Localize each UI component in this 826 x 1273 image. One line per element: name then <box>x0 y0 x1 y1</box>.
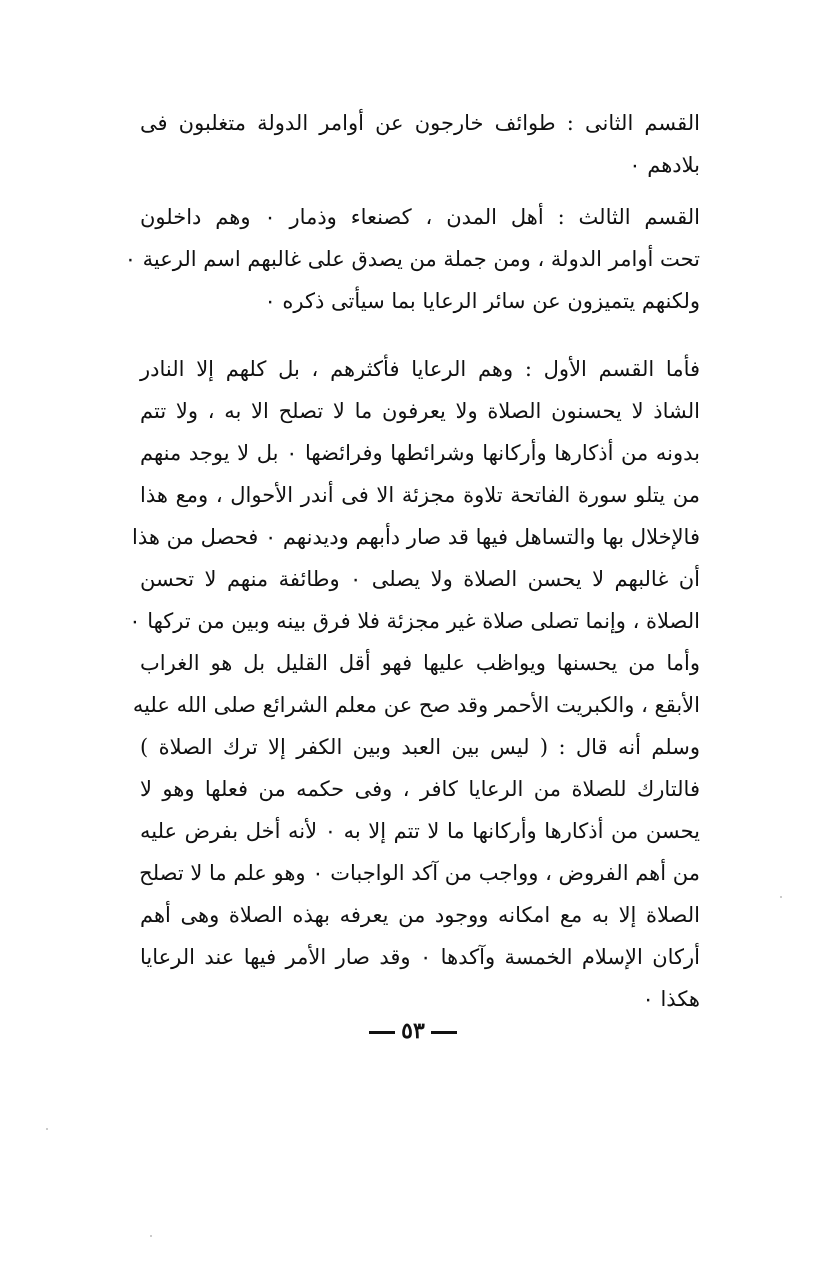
text-line: فالتارك للصلاة من الرعايا كافر ، وفى حكمه من فعلها وهو لا <box>140 777 700 801</box>
text-line: بدونه من أذكارها وأركانها وشرائطها وفرائضها ٠ بل لا يوجد منهم <box>140 441 700 465</box>
text-line: الصلاة ، وإنما تصلى صلاة غير مجزئة فلا فرق بينه وبين من تركها ٠ <box>129 609 700 633</box>
page-number <box>0 1018 826 1044</box>
text-line: يحسن من أذكارها وأركانها ما لا تتم إلا به ٠ لأنه أخل بفرض عليه <box>140 819 700 843</box>
page-number-dash-right <box>369 1031 395 1034</box>
scan-speck <box>780 896 782 898</box>
text-line: بلادهم ٠ <box>629 153 700 177</box>
text-line: فالإخلال بها والتساهل فيها قد صار دأبهم وديدنهم ٠ فحصل من هذا <box>132 525 700 549</box>
text-line: من يتلو سورة الفاتحة تلاوة مجزئة الا فى أندر الأحوال ، ومع هذا <box>140 483 700 507</box>
text-line: هكذا ٠ <box>642 987 700 1011</box>
text-line: فأما القسم الأول : وهم الرعايا فأكثرهم ، بل كلهم إلا النادر <box>140 357 700 381</box>
paragraph-section-two <box>140 102 700 186</box>
text-line: القسم الثالث : أهل المدن ، كصنعاء وذمار ٠ وهم داخلون <box>140 205 700 229</box>
text-line: وسلم أنه قال : ( ليس بين العبد وبين الكفر إلا ترك الصلاة ) <box>140 735 700 759</box>
text-line: الأبقع ، والكبريت الأحمر وقد صح عن معلم الشرائع صلى الله عليه <box>132 693 700 717</box>
text-line: القسم الثانى : طوائف خارجون عن أوامر الدولة متغلبون فى <box>140 111 700 135</box>
paragraph-section-one-discussion <box>129 348 701 1020</box>
text-line: أركان الإسلام الخمسة وآكدها ٠ وقد صار الأمر فيها عند الرعايا <box>140 945 701 969</box>
paragraph-section-three <box>124 196 700 322</box>
page-number-value: ٥٣ <box>401 1018 425 1044</box>
scan-speck <box>46 1128 48 1130</box>
page-number-dash-left <box>431 1031 457 1034</box>
text-line: أن غالبهم لا يحسن الصلاة ولا يصلى ٠ وطائفة منهم لا تحسن <box>140 567 700 591</box>
text-line: تحت أوامر الدولة ، ومن جملة من يصدق على غالبهم اسم الرعية ٠ <box>124 247 700 271</box>
text-line: وأما من يحسنها ويواظب عليها فهو أقل القليل بل هو الغراب <box>140 651 700 675</box>
text-line: من أهم الفروض ، وواجب من آكد الواجبات ٠ وهو علم ما لا تصلح <box>139 861 700 885</box>
text-line: ولكنهم يتميزون عن سائر الرعايا بما سيأتى ذكره ٠ <box>264 289 700 313</box>
text-line: الشاذ لا يحسنون الصلاة ولا يعرفون ما لا تصلح الا به ، ولا تتم <box>140 399 700 423</box>
scan-speck <box>150 1235 152 1237</box>
text-line: الصلاة إلا به مع امكانه ووجود من يعرفه بهذه الصلاة وهى أهم <box>140 903 700 927</box>
